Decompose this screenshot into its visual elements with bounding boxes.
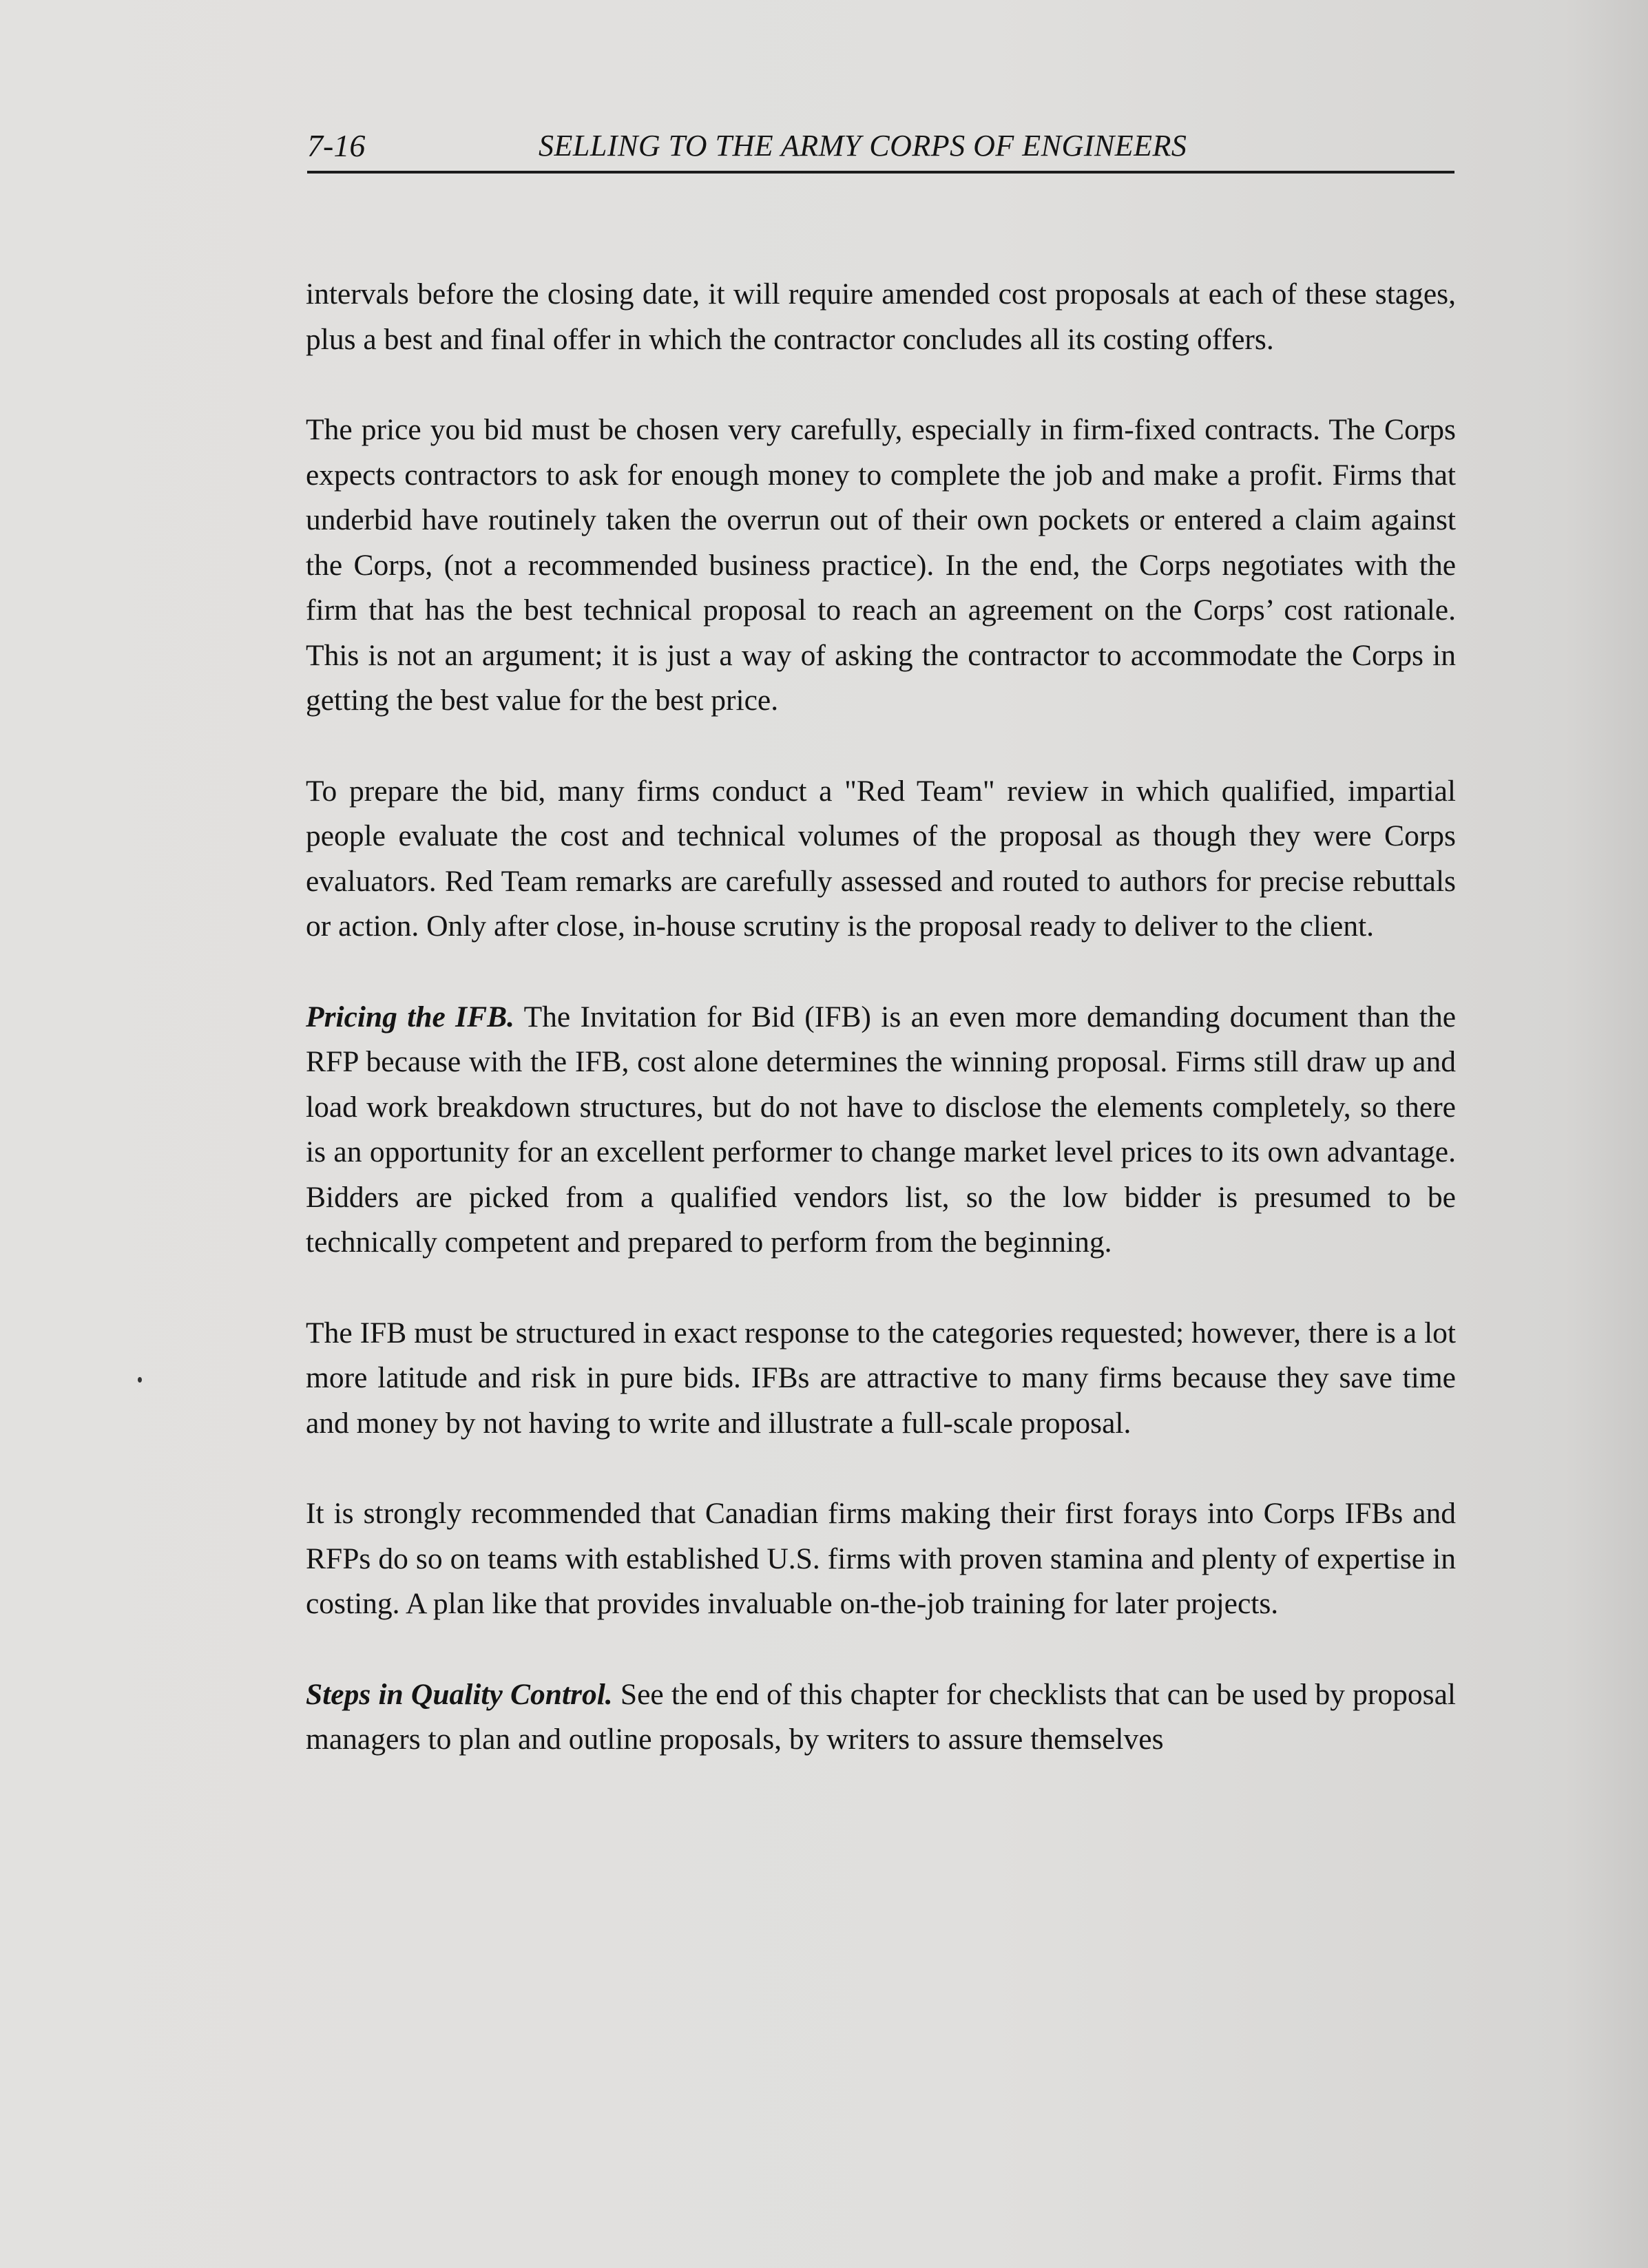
running-header-title: SELLING TO THE ARMY CORPS OF ENGINEERS <box>539 129 1187 162</box>
paragraph <box>306 995 1456 1266</box>
paragraph-text: To prepare the bid, many firms conduct a "Red Team" review in which qualified, impartial people evaluate the cost and technical volumes of the proposal as though they were Corps evaluators. Red Team remarks are carefully assessed and routed to authors for precise rebuttals or action. Only after close, in-house scrutiny is the proposal ready to deliver to the client. <box>306 774 1456 943</box>
page-number: 7-16 <box>307 128 366 163</box>
body-text <box>306 272 1456 1808</box>
paragraph <box>306 1491 1456 1627</box>
run-in-heading: Steps in Quality Control. <box>306 1677 613 1711</box>
paragraph-text: intervals before the closing date, it will require amended cost proposals at each of these stages, plus a best and final offer in which the contractor concludes all its costing offers. <box>306 277 1456 356</box>
paragraph <box>306 1672 1456 1763</box>
paragraph <box>306 769 1456 949</box>
paragraph-text: It is strongly recommended that Canadian firms making their first forays into Corps IFBs and RFPs do so on teams with established U.S. firms with proven stamina and plenty of expertise in costing. A plan like that provides invaluable on-the-job training for later projects. <box>306 1497 1456 1620</box>
paragraph-text: The price you bid must be chosen very carefully, especially in firm-fixed contracts. The Corps expects contractors to ask for enough money to complete the job and make a profit. Firms that underbid have routinely taken the overrun out of their own pockets or entered a claim against the Corps, (not a recommended business practice). In the end, the Corps negotiates with the firm that has the best technical proposal to reach an agreement on the Corps’ cost rationale. This is not an argument; it is just a way of asking the contractor to accommodate the Corps in getting the best value for the best price. <box>306 413 1456 717</box>
paragraph-text: The Invitation for Bid (IFB) is an even more demanding document than the RFP because with the IFB, cost alone determines the winning proposal. Firms still draw up and load work breakdown structures, but do not have to disclose the elements completely, so there is an opportunity for an excellent performer to change market level prices to its own advantage. Bidders are picked from a qualified vendors list, so the low bidder is presumed to be technically competent and prepared to perform from the beginning. <box>306 1000 1457 1259</box>
paragraph <box>306 272 1456 362</box>
paragraph-text: The IFB must be structured in exact response to the categories requested; however, there is a lot more latitude and risk in pure bids. IFBs are attractive to many firms because they save time and money by not having to write and illustrate a full-scale proposal. <box>306 1316 1456 1440</box>
running-header <box>307 124 1454 174</box>
stray-ink-dot <box>138 1377 142 1383</box>
paragraph <box>306 408 1456 724</box>
paragraph-text: See the end of this chapter for checklists that can be used by proposal managers to plan and outline proposals, by writers to assure themselves <box>306 1677 1456 1756</box>
paragraph <box>306 1311 1456 1447</box>
run-in-heading: Pricing the IFB. <box>306 1000 515 1033</box>
